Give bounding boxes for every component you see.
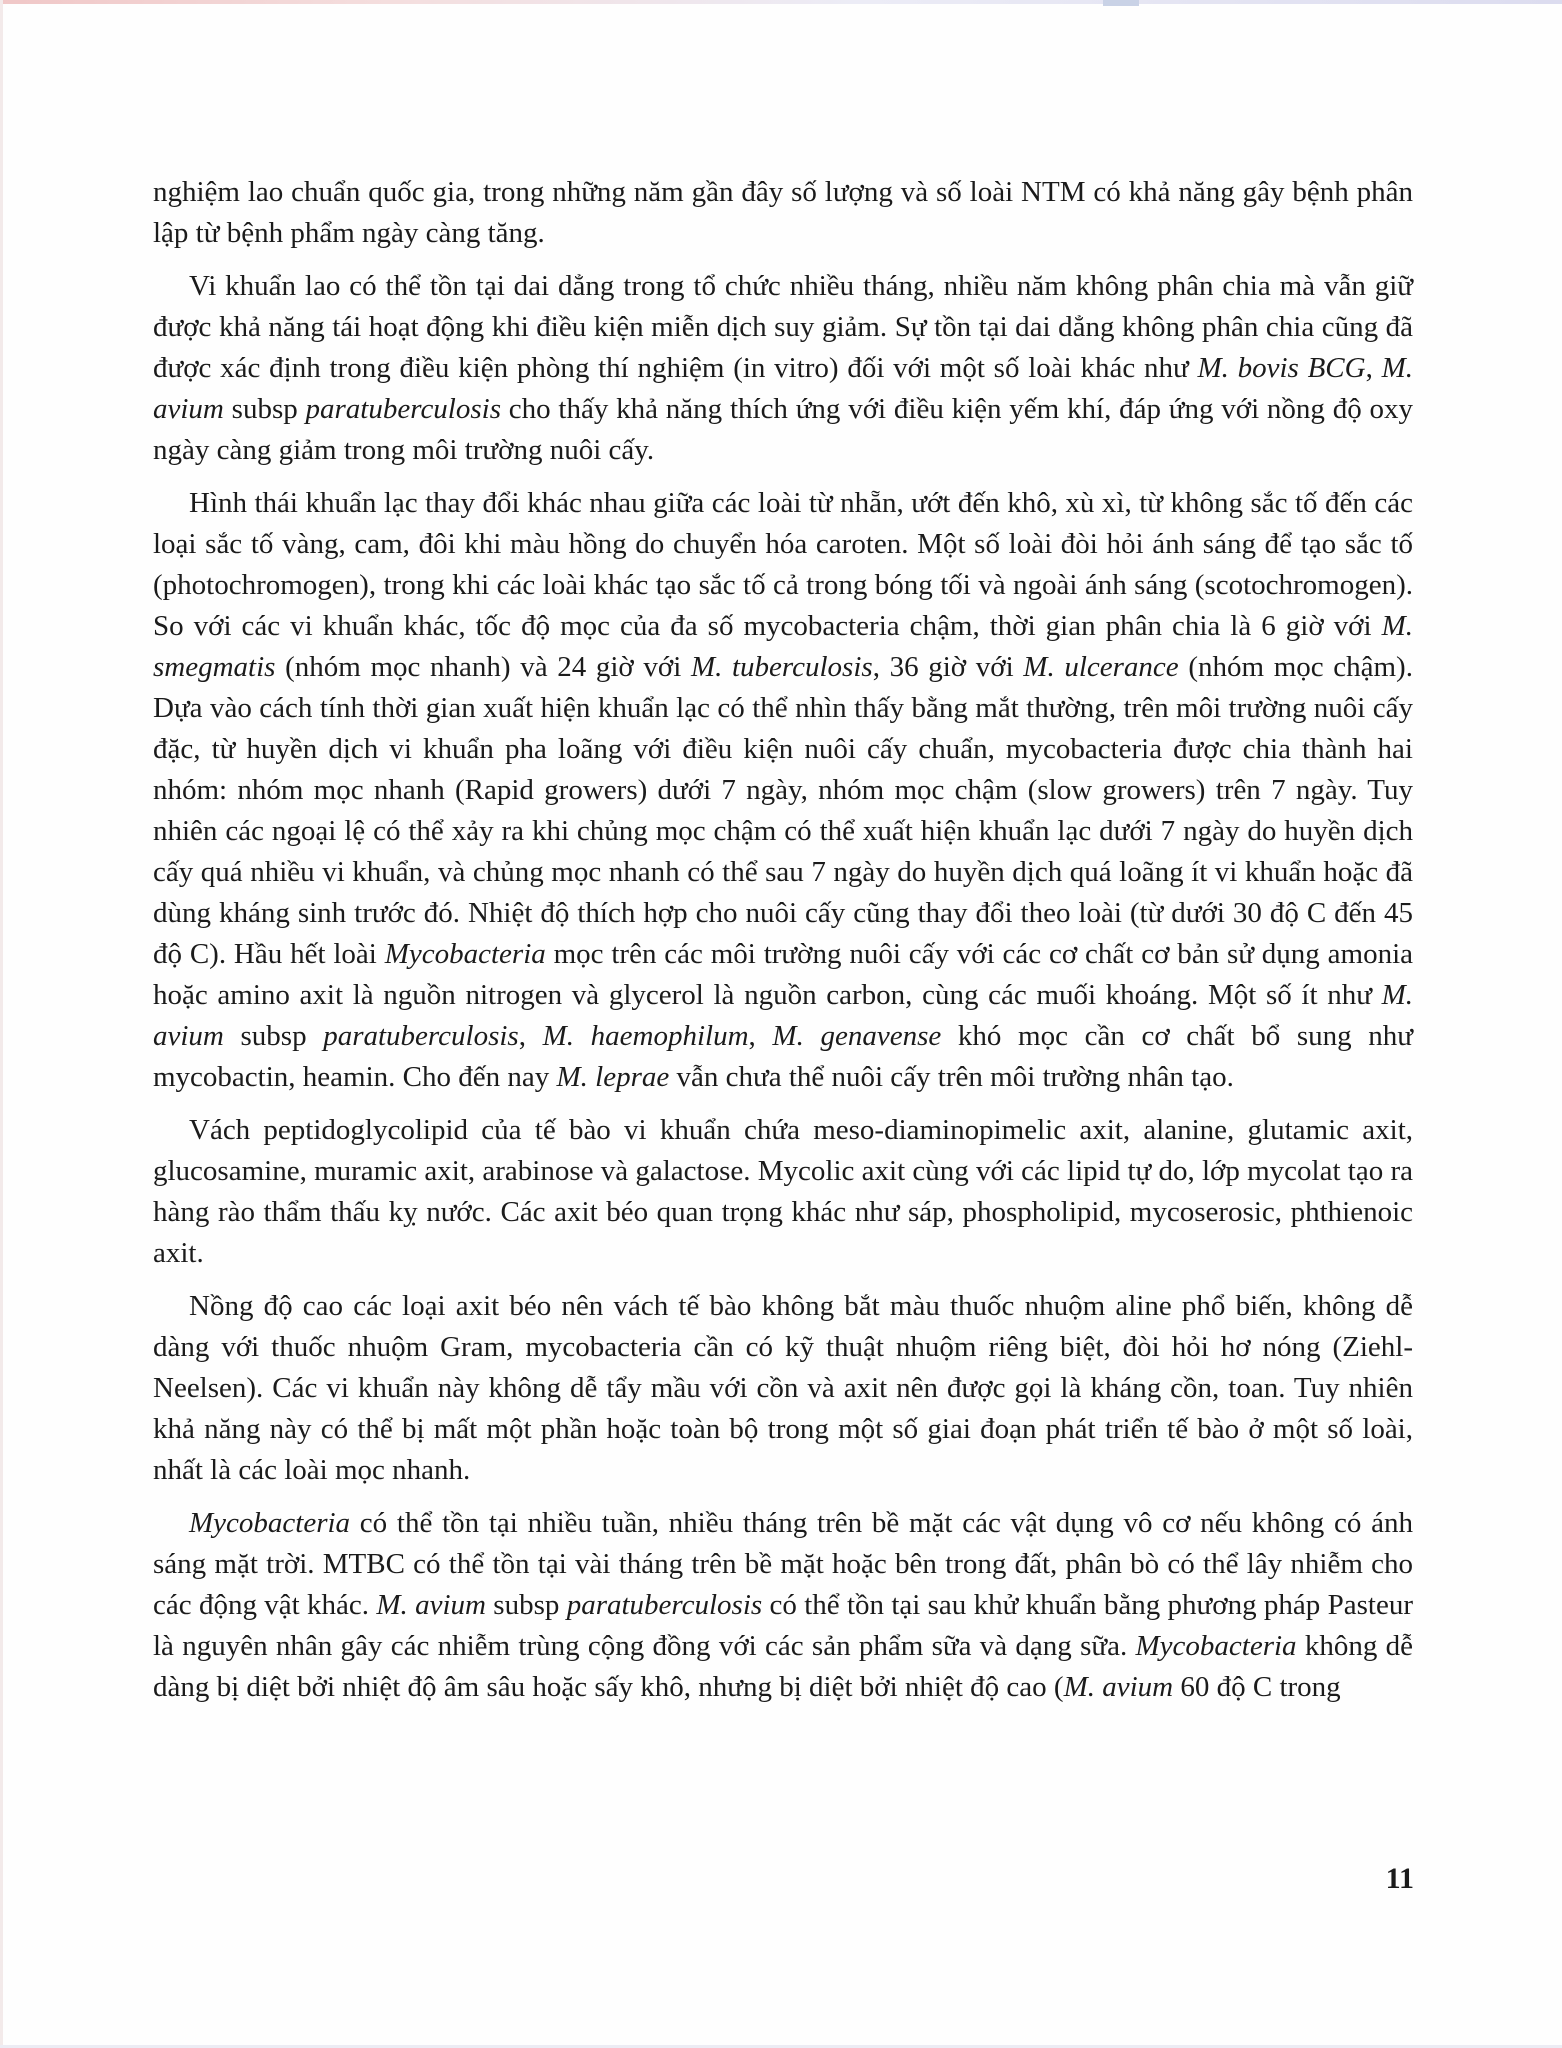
text-run: , — [518, 1020, 543, 1052]
italic-text-run: M. ulcerance — [1023, 651, 1179, 683]
text-run: không dễ dàng bị diệt bởi nhiệt độ âm sâu hoặc sấy khô, nhưng bị diệt bởi nhiệt độ cao ( — [153, 1630, 1413, 1703]
text-run: subsp — [223, 1020, 324, 1052]
paragraph — [153, 1110, 1413, 1274]
italic-text-run: Mycobacteria — [189, 1507, 351, 1539]
paragraph — [153, 172, 1413, 254]
italic-text-run: Mycobacteria — [1135, 1630, 1297, 1662]
text-run: 60 độ C trong — [1173, 1671, 1341, 1703]
paragraph — [153, 1503, 1413, 1708]
scan-top-edge — [0, 0, 1562, 4]
italic-text-run: M. avium — [153, 979, 1413, 1052]
italic-text-run: paratuberculosis — [305, 393, 501, 425]
text-run: subsp — [485, 1589, 567, 1621]
italic-text-run: M. avium — [153, 352, 1414, 425]
paragraph — [153, 483, 1413, 1098]
scan-left-edge — [0, 0, 3, 2048]
text-run: , 36 giờ với — [872, 651, 1024, 683]
text-run: , — [1365, 352, 1382, 384]
text-run: Vách peptidoglycolipid của tế bào vi khuẩn chứa meso-diaminopimelic axit, alanine, glutamic axit, glucosamine, muramic axit, arabinose và galactose. Mycolic axit cùng với các lipid tự do, lớp mycolat tạo ra hàng rào thẩm thấu kỵ nước. Các axit béo quan trọng khác như sáp, phospholipid, mycoserosic, phthienoic axit. — [153, 1114, 1413, 1269]
italic-text-run: M. bovis BCG — [1197, 352, 1366, 384]
italic-text-run: M. smegmatis — [153, 610, 1413, 683]
text-run: nghiệm lao chuẩn quốc gia, trong những năm gần đây số lượng và số loài NTM có khả năng gây bệnh phân lập từ bệnh phẩm ngày càng tăng. — [153, 176, 1413, 249]
text-run: Nồng độ cao các loại axit béo nên vách tế bào không bắt màu thuốc nhuộm aline phổ biến, không dễ dàng với thuốc nhuộm Gram, mycobacteria cần có kỹ thuật nhuộm riêng biệt, đòi hỏi hơ nóng (Ziehl-Neelsen). Các vi khuẩn này không dễ tẩy mầu với cồn và axit nên được gọi là kháng cồn, toan. Tuy nhiên khả năng này có thể bị mất một phần hoặc toàn bộ trong một số giai đoạn phát triển tế bào ở một số loài, nhất là các loài mọc nhanh. — [153, 1290, 1413, 1486]
text-run: subsp — [223, 393, 306, 425]
text-run: cho thấy khả năng thích ứng với điều kiện yếm khí, đáp ứng với nồng độ oxy ngày càng giảm trong môi trường nuôi cấy. — [153, 393, 1413, 466]
page-number: 11 — [1385, 1862, 1414, 1895]
italic-text-run: M. avium — [1063, 1671, 1174, 1703]
text-run: Hình thái khuẩn lạc thay đổi khác nhau giữa các loài từ nhẵn, ướt đến khô, xù xì, từ không sắc tố đến các loại sắc tố vàng, cam, đôi khi màu hồng do chuyển hóa caroten. Một số loài đòi hỏi ánh sáng để tạo sắc tố (photochromogen), trong khi các loài khác tạo sắc tố cả trong bóng tối và ngoài ánh sáng (scotochromogen). So với các vi khuẩn khác, tốc độ mọc của đa số mycobacteria chậm, thời gian phân chia là 6 giờ với — [153, 487, 1413, 642]
text-run: có thể tồn tại sau khử khuẩn bằng phương pháp Pasteur là nguyên nhân gây các nhiễm trùng cộng đồng với các sản phẩm sữa và dạng sữa. — [153, 1589, 1414, 1662]
italic-text-run: paratuberculosis — [566, 1589, 763, 1621]
scan-top-mark — [1103, 0, 1139, 6]
text-run: (nhóm mọc nhanh) và 24 giờ với — [275, 651, 691, 683]
italic-text-run: M. genavense — [772, 1020, 942, 1052]
text-run: Vi khuẩn lao có thể tồn tại dai dẳng trong tổ chức nhiều tháng, nhiều năm không phân chia mà vẫn giữ được khả năng tái hoạt động khi điều kiện miễn dịch suy giảm. Sự tồn tại dai dẳng không phân chia cũng đã được xác định trong điều kiện phòng thí nghiệm (in vitro) đối với một số loài khác như — [153, 270, 1413, 384]
body-text — [153, 172, 1413, 1708]
italic-text-run: M. leprae — [556, 1061, 670, 1093]
text-run: , — [748, 1020, 773, 1052]
italic-text-run: M. tuberculosis — [690, 651, 873, 683]
italic-text-run: M. avium — [376, 1589, 486, 1621]
paragraph — [153, 1286, 1413, 1491]
italic-text-run: paratuberculosis — [323, 1020, 519, 1052]
text-run: khó mọc cần cơ chất bổ sung như mycobactin, heamin. Cho đến nay — [153, 1020, 1414, 1093]
text-run: vẫn chưa thể nuôi cấy trên môi trường nhân tạo. — [669, 1061, 1234, 1093]
italic-text-run: Mycobacteria — [384, 938, 546, 970]
italic-text-run: M. haemophilum — [542, 1020, 749, 1052]
text-run: có thể tồn tại nhiều tuần, nhiều tháng trên bề mặt các vật dụng vô cơ nếu không có ánh sáng mặt trời. MTBC có thể tồn tại vài tháng trên bề mặt hoặc bên trong đất, phân bò có thể lây nhiễm cho các động vật khác. — [153, 1507, 1413, 1621]
paragraph — [153, 266, 1413, 471]
text-run: mọc trên các môi trường nuôi cấy với các cơ chất cơ bản sử dụng amonia hoặc amino axit là nguồn nitrogen và glycerol là nguồn carbon, cùng các muối khoáng. Một số ít như — [153, 938, 1414, 1011]
text-run: (nhóm mọc chậm). Dựa vào cách tính thời gian xuất hiện khuẩn lạc có thể nhìn thấy bằng mắt thường, trên môi trường nuôi cấy đặc, từ huyền dịch vi khuẩn pha loãng với điều kiện nuôi cấy chuẩn, mycobacteria được chia thành hai nhóm: nhóm mọc nhanh (Rapid growers) dưới 7 ngày, nhóm mọc chậm (slow growers) trên 7 ngày. Tuy nhiên các ngoại lệ có thể xảy ra khi chủng mọc chậm có thể xuất hiện khuẩn lạc dưới 7 ngày do huyền dịch cấy quá nhiều vi khuẩn, và chủng mọc nhanh có thể sau 7 ngày do huyền dịch quá loãng ít vi khuẩn hoặc đã dùng kháng sinh trước đó. Nhiệt độ thích hợp cho nuôi cấy cũng thay đổi theo loài (từ dưới 30 độ C đến 45 độ C). Hầu hết loài — [153, 651, 1413, 970]
